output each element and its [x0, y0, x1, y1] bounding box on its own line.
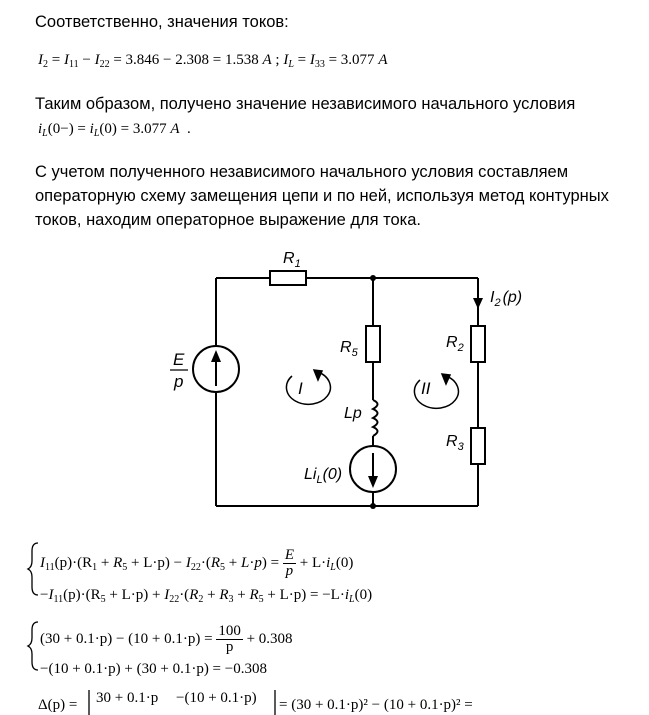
label-loop-1: I	[298, 379, 303, 398]
paragraph-method-line2: операторную схему замещения цепи и по ней, используя метод контурных	[35, 187, 609, 205]
paragraph-method-line3: токов, находим операторное выражение для тока.	[35, 211, 422, 229]
sys1-r1-d: (0)	[335, 554, 354, 571]
sys1-r1-a: (p)·(R	[54, 554, 93, 571]
equation-currents-i2-value: = 3.846 − 2.308 = 1.538	[113, 52, 259, 68]
resistor-r1	[270, 271, 306, 285]
delta-rhs: = (30 + 0.1·p)² − (10 + 0.1·p)² =	[279, 697, 473, 713]
system2-row1	[40, 624, 293, 655]
label-e: E	[173, 350, 185, 369]
label-lp: Lp	[344, 405, 362, 422]
resistor-r2	[471, 326, 485, 362]
sys1-r2-c: + L·p) = −L·	[263, 587, 345, 603]
system2-row2: −(10 + 0.1·p) + (30 + 0.1·p) = −0.308	[40, 661, 267, 677]
brace-system1	[28, 543, 38, 595]
current-source	[350, 446, 396, 492]
equation-currents-il-value: = 3.077	[328, 52, 375, 68]
node-top	[370, 275, 376, 281]
sys2-r1-num: 100	[218, 623, 241, 639]
equation-initial-condition: $i_L(0-) = i_L(0) = 3.077$ A .	[38, 121, 191, 139]
resistor-r5	[366, 326, 380, 362]
node-bottom	[370, 503, 376, 509]
sys1-r1-c: + L·	[299, 554, 327, 571]
brace-system2	[28, 622, 38, 670]
label-i2: $I_2$ (p)	[490, 289, 523, 309]
label-r1: $R_1$	[283, 250, 301, 270]
paragraph-currents-intro: Соответственно, значения токов:	[35, 13, 289, 31]
sys2-r1: (30 + 0.1·p) − (10 + 0.1·p) =	[40, 630, 213, 647]
system1-row1: $I_{11}(p)\cdot(R_1 + R_5 + L\cdot p) - I_{22}\cdot(R_5 + L\cdot p)$ = $\frac{E}{p}$ + $L\cdot i_L(0)$	[40, 547, 354, 579]
period: .	[187, 121, 191, 137]
label-r3: $R_3$	[446, 433, 464, 453]
delta-m11: 30 + 0.1·p	[96, 690, 159, 706]
loop-arrow-1	[286, 370, 330, 404]
resistor-r3	[471, 428, 485, 464]
sys1-r2-d: (0)	[354, 587, 373, 603]
unit-ampere-3: A	[170, 121, 180, 137]
paragraph-method-line1: С учетом полученного независимого начального условия составляем	[35, 163, 569, 181]
label-loop-2: II	[421, 379, 431, 398]
label-r5: $R_5$	[340, 339, 358, 359]
equation-initial-value: = 3.077	[120, 121, 167, 137]
sys1-r2-a: (p)·(R	[63, 587, 101, 603]
label-li-l0: $Li_L(0)$	[304, 466, 343, 486]
sys1-r1-b: + L·p) −	[127, 554, 186, 571]
label-p: p	[174, 372, 184, 391]
delta-m12: −(10 + 0.1·p)	[176, 690, 257, 706]
paragraph-initial-condition: Таким образом, получено значение независимого начального условия	[35, 95, 576, 113]
system1-row2: $-I_{11}(p)\cdot(R_5 + L\cdot p) + I_{22}\cdot(R_2 + R_3 + R_5 + L\cdot p) = -L\cdot i_L(0)$	[40, 587, 373, 605]
sys2-r1-den: p	[225, 639, 234, 655]
sys1-r2-b: + L·p) +	[105, 587, 165, 603]
voltage-source	[193, 346, 239, 392]
inductor	[373, 400, 378, 436]
label-r2: $R_2$	[446, 334, 464, 354]
unit-ampere-2: A	[378, 52, 388, 68]
equation-currents: $I_2 = I_{11} - I_{22} = 3.846 - 2.308 = 1.538$ A ; $I_L = I_{33} = 3.077$ A	[38, 52, 388, 70]
sys2-r1-tail: + 0.308	[246, 630, 293, 647]
unit-ampere: A	[262, 52, 272, 68]
delta-lhs: Δ(p) =	[38, 697, 78, 713]
current-arrow-i2	[473, 298, 483, 309]
separator: ;	[275, 52, 280, 68]
